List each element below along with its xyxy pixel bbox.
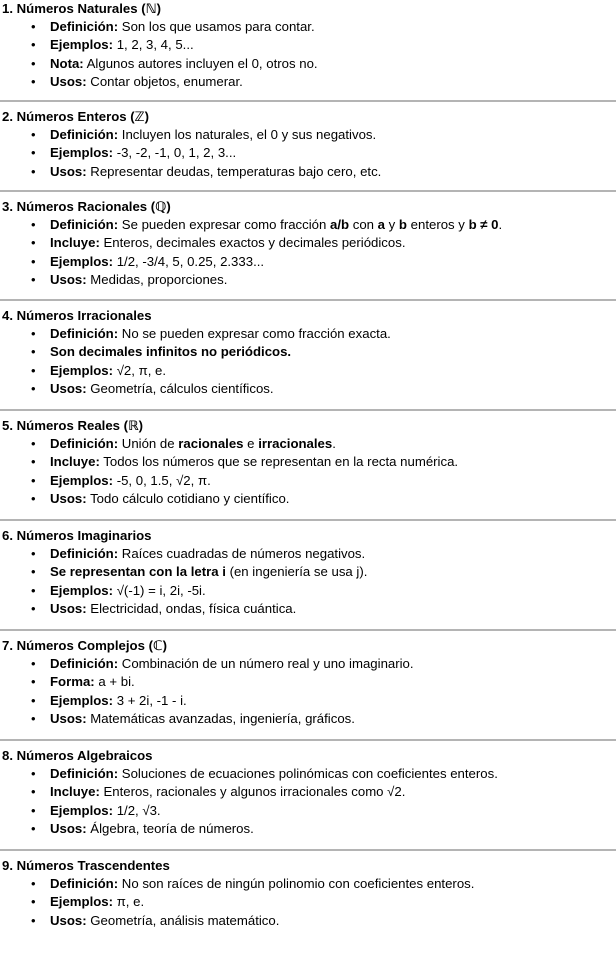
bold-text: Definición:	[50, 876, 119, 891]
item-text: (en ingeniería se usa j).	[225, 564, 368, 580]
bold-text: Ejemplos:	[50, 582, 114, 598]
bold-text: Usos:	[50, 820, 87, 836]
item-text: y	[385, 217, 399, 232]
list-item	[0, 144, 616, 162]
bullet-list	[0, 325, 616, 398]
list-item	[0, 893, 616, 911]
item-text: Enteros, decimales exactos y decimales periódicos.	[99, 235, 406, 251]
item-text: Representar deudas, temperaturas bajo cero, etc.	[86, 163, 382, 179]
section-heading: 7. Números Complejos (ℂ)	[2, 638, 168, 653]
list-item	[0, 765, 616, 783]
list-item	[0, 563, 616, 581]
item-text: Contar objetos, enumerar.	[86, 73, 243, 89]
item-text: con	[349, 217, 378, 232]
section-1	[0, 0, 616, 110]
bold-text: Definición:	[50, 766, 119, 781]
bold-text: Ejemplos:	[50, 145, 114, 161]
item-text: Todo cálculo cotidiano y científico.	[86, 490, 290, 506]
item-text: 1, 2, 3, 4, 5...	[113, 37, 194, 53]
item-text: .	[498, 217, 503, 232]
item-text: Algunos autores incluyen el 0, otros no.	[83, 55, 318, 71]
bold-text: Usos:	[50, 380, 87, 396]
section-divider	[0, 519, 616, 521]
bullet-list	[0, 435, 616, 508]
section-8	[0, 747, 616, 857]
item-text: Son los que usamos para contar.	[118, 19, 315, 34]
list-item	[0, 271, 616, 289]
section-heading: 3. Números Racionales (ℚ)	[2, 199, 171, 214]
bold-text: Incluye:	[50, 235, 100, 251]
list-item	[0, 343, 616, 361]
section-divider	[0, 849, 616, 851]
bold-text: Ejemplos:	[50, 472, 114, 488]
item-text: Geometría, análisis matemático.	[86, 912, 280, 928]
section-heading: 9. Números Trascendentes	[2, 858, 170, 873]
section-divider	[0, 739, 616, 741]
bullet-list	[0, 655, 616, 728]
bold-text: Ejemplos:	[50, 37, 114, 53]
section-divider	[0, 100, 616, 102]
bold-text: Ejemplos:	[50, 894, 114, 910]
item-text: e	[243, 436, 259, 451]
list-item	[0, 380, 616, 398]
list-item	[0, 453, 616, 471]
bold-text: Definición:	[50, 436, 119, 451]
bold-text: Definición:	[50, 19, 119, 34]
list-item	[0, 435, 616, 453]
item-text: -5, 0, 1.5, √2, π.	[113, 472, 211, 488]
item-text: Todos los números que se representan en la recta numérica.	[99, 454, 459, 470]
list-item	[0, 710, 616, 728]
section-9	[0, 857, 616, 967]
item-text: Incluyen los naturales, el 0 y sus negativos.	[118, 127, 377, 142]
section-divider	[0, 299, 616, 301]
bold-text: racionales	[178, 436, 244, 451]
bold-text: Usos:	[50, 490, 87, 506]
bold-text: b	[398, 217, 407, 232]
bold-text: Usos:	[50, 73, 87, 89]
item-text: Medidas, proporciones.	[86, 271, 228, 287]
list-item	[0, 126, 616, 144]
item-text: Se pueden expresar como fracción	[118, 217, 330, 232]
list-item	[0, 163, 616, 181]
list-item	[0, 253, 616, 271]
list-item	[0, 234, 616, 252]
item-text: π, e.	[113, 894, 145, 910]
list-item	[0, 912, 616, 930]
section-4	[0, 307, 616, 417]
bold-text: a/b	[330, 217, 350, 232]
bold-text: Se representan con la letra	[50, 564, 223, 580]
bullet-list	[0, 875, 616, 930]
list-item	[0, 36, 616, 54]
section-heading: 6. Números Imaginarios	[2, 528, 152, 543]
list-item	[0, 362, 616, 380]
item-text: Enteros, racionales y algunos irracionales como √2.	[99, 784, 406, 800]
list-item	[0, 820, 616, 838]
item-text: Raíces cuadradas de números negativos.	[118, 546, 366, 561]
list-item	[0, 582, 616, 600]
bold-text: Usos:	[50, 710, 87, 726]
bullet-list	[0, 545, 616, 618]
bold-text: Incluye:	[50, 454, 100, 470]
item-text: Unión de	[118, 436, 179, 451]
bullet-list	[0, 216, 616, 289]
bold-text: Forma:	[50, 674, 95, 690]
section-divider	[0, 409, 616, 411]
bold-text: Ejemplos:	[50, 362, 114, 378]
list-item	[0, 325, 616, 343]
list-item	[0, 55, 616, 73]
bold-text: Definición:	[50, 217, 119, 232]
section-heading: 8. Números Algebraicos	[2, 748, 153, 763]
item-text: √(-1) = i, 2i, -5i.	[113, 582, 206, 598]
bullet-list	[0, 765, 616, 838]
list-item	[0, 545, 616, 563]
list-item	[0, 490, 616, 508]
bold-text: a	[377, 217, 385, 232]
bold-text: Ejemplos:	[50, 253, 114, 269]
section-3	[0, 198, 616, 308]
section-heading: 2. Números Enteros (ℤ)	[2, 109, 149, 124]
bold-text: Incluye:	[50, 784, 100, 800]
bold-text: Ejemplos:	[50, 802, 114, 818]
section-7	[0, 637, 616, 747]
item-text: enteros y	[406, 217, 469, 232]
item-text: 1/2, -3/4, 5, 0.25, 2.333...	[113, 253, 265, 269]
item-text: -3, -2, -1, 0, 1, 2, 3...	[113, 145, 237, 161]
bold-text: Definición:	[50, 127, 119, 142]
section-heading: 4. Números Irracionales	[2, 308, 152, 323]
list-item	[0, 73, 616, 91]
bold-text: i	[222, 564, 226, 580]
bold-text: Usos:	[50, 912, 87, 928]
item-text: Electricidad, ondas, física cuántica.	[86, 600, 297, 616]
item-text: No se pueden expresar como fracción exacta.	[118, 326, 391, 341]
bold-text: Ejemplos:	[50, 692, 114, 708]
bold-text: Son decimales infinitos no periódicos.	[50, 344, 292, 360]
item-text: Álgebra, teoría de números.	[86, 820, 254, 836]
bold-text: Definición:	[50, 326, 119, 341]
section-5	[0, 417, 616, 527]
list-item	[0, 673, 616, 691]
item-text: a + bi.	[94, 674, 135, 690]
bold-text: b ≠ 0	[468, 217, 499, 232]
item-text: Matemáticas avanzadas, ingeniería, gráficos.	[86, 710, 355, 726]
bold-text: Usos:	[50, 271, 87, 287]
bold-text: Usos:	[50, 163, 87, 179]
section-heading: 1. Números Naturales (ℕ)	[2, 1, 162, 16]
section-divider	[0, 629, 616, 631]
list-item	[0, 600, 616, 618]
bold-text: Definición:	[50, 656, 119, 671]
list-item	[0, 472, 616, 490]
item-text: Geometría, cálculos científicos.	[86, 380, 274, 396]
bullet-list	[0, 126, 616, 181]
item-text: Combinación de un número real y uno imaginario.	[118, 656, 414, 671]
bullet-list	[0, 18, 616, 91]
item-text: .	[332, 436, 336, 451]
item-text: 1/2, √3.	[113, 802, 161, 818]
section-divider	[0, 190, 616, 192]
list-item	[0, 875, 616, 893]
item-text: 3 + 2i, -1 - i.	[113, 692, 187, 708]
bold-text: irracionales	[258, 436, 333, 451]
list-item	[0, 802, 616, 820]
section-6	[0, 527, 616, 637]
item-text: No son raíces de ningún polinomio con coeficientes enteros.	[118, 876, 475, 891]
list-item	[0, 655, 616, 673]
bold-text: Usos:	[50, 600, 87, 616]
list-item	[0, 18, 616, 36]
section-heading: 5. Números Reales (ℝ)	[2, 418, 144, 433]
list-item	[0, 783, 616, 801]
list-item	[0, 692, 616, 710]
bold-text: Nota:	[50, 55, 84, 71]
bold-text: Definición:	[50, 546, 119, 561]
list-item	[0, 216, 616, 234]
item-text: Soluciones de ecuaciones polinómicas con coeficientes enteros.	[118, 766, 498, 781]
item-text: √2, π, e.	[113, 362, 167, 378]
